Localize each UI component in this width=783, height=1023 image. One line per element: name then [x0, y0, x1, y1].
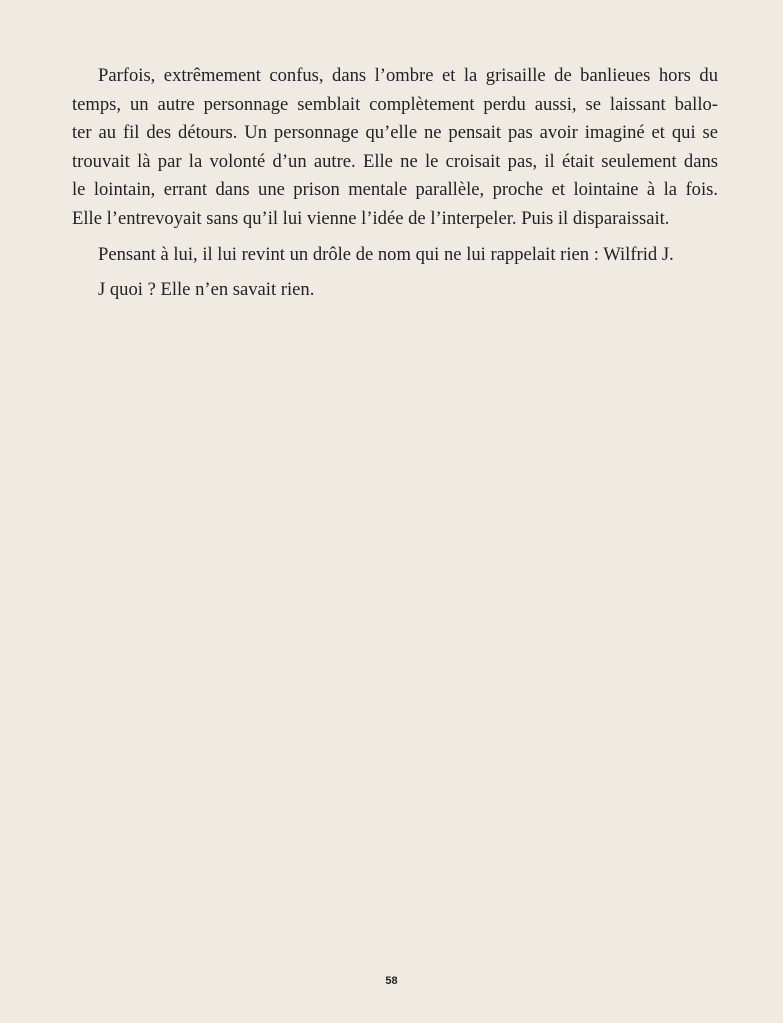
paragraph-line: Elle l’entrevoyait sans qu’il lui vienne l’idée de l’interpeler. Puis il disparaissait. — [72, 207, 670, 229]
paragraph-line: trouvait là par la volonté d’un autre. Elle ne le croisait pas, il était seulement dans — [72, 150, 718, 172]
paragraph-line: ter au fil des détours. Un personnage qu’elle ne pensait pas avoir imaginé et qui se — [72, 122, 718, 144]
paragraph-1 — [72, 62, 718, 234]
paragraph-2: Pensant à lui, il lui revint un drôle de nom qui ne lui rappelait rien : Wilfrid J. — [98, 243, 674, 265]
paragraph-line: le lointain, errant dans une prison mentale parallèle, proche et lointaine à la fois. — [72, 179, 718, 201]
paragraph-line: Parfois, extrêmement confus, dans l’ombre et la grisaille de banlieues hors du — [98, 65, 718, 86]
paragraph-line: temps, un autre personnage semblait complètement perdu aussi, se laissant ballo- — [72, 93, 718, 115]
page-number: 58 — [385, 975, 398, 987]
body-text — [72, 62, 718, 312]
paragraph-3: J quoi ? Elle n’en savait rien. — [98, 279, 315, 301]
